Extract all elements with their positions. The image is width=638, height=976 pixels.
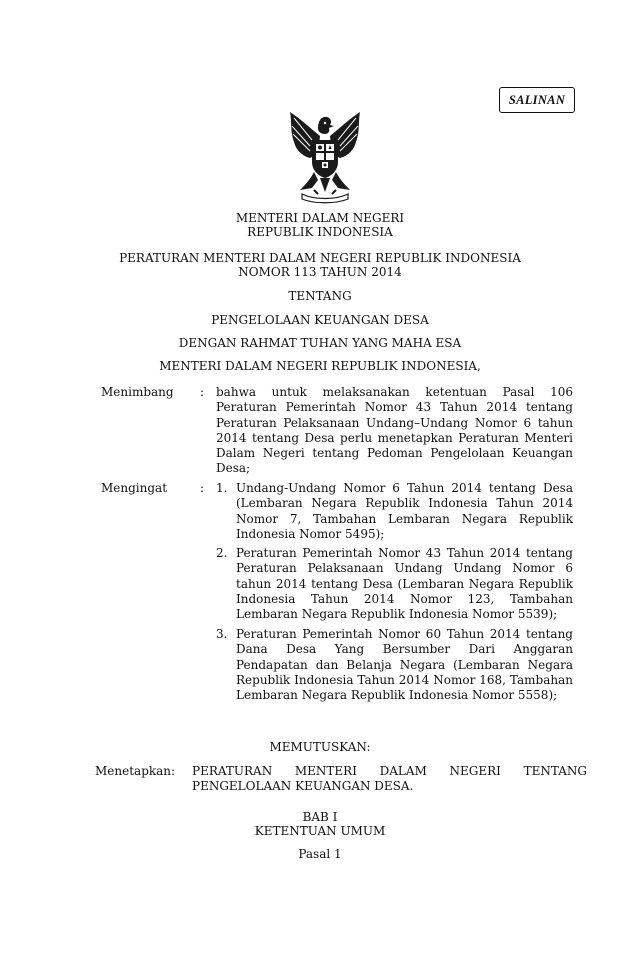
menetapkan-label: Menetapkan: (95, 764, 176, 778)
title-line-2: NOMOR 113 TAHUN 2014 (238, 265, 402, 279)
mengingat-item-number: 2. (216, 546, 228, 560)
mengingat-item-number: 3. (216, 627, 228, 641)
mengingat-label: Mengingat (101, 481, 168, 495)
bab-number: BAB I (302, 810, 338, 824)
header-line-1: MENTERI DALAM NEGERI (235, 211, 405, 225)
menteri-line: MENTERI DALAM NEGERI REPUBLIK INDONESIA, (159, 359, 481, 373)
menetapkan-word: DALAM (379, 764, 427, 778)
memutuskan-heading: MEMUTUSKAN: (269, 740, 371, 754)
garuda-emblem-icon (282, 106, 368, 204)
mengingat-item-text: Undang-Undang Nomor 6 Tahun 2014 tentang Desa (Lembaran Negara Republik Indonesia Tahun 2014 Nomor 7, Tambahan Lembaran Negara Republik Indonesia Nomor 5495); (236, 481, 573, 541)
pasal-heading: Pasal 1 (298, 847, 342, 861)
menetapkan-line-2: PENGELOLAAN KEUANGAN DESA. (192, 779, 414, 793)
menetapkan-line-1 (192, 764, 587, 779)
mengingat-item-text: Peraturan Pemerintah Nomor 60 Tahun 2014 tentang Dana Desa Yang Bersumber Dari Anggaran Pendapatan dan Belanja Negara (Lembaran Negara Republik Indonesia Tahun 2014 Nomor 168, Tambahan Lembaran Negara Republik Indonesia Nomor 5558); (236, 627, 573, 703)
bab-title: KETENTUAN UMUM (254, 824, 386, 838)
mengingat-item-number: 1. (216, 481, 228, 495)
menimbang-colon: : (200, 385, 205, 399)
menetapkan-word: MENTERI (294, 764, 357, 778)
rahmat-line: DENGAN RAHMAT TUHAN YANG MAHA ESA (178, 336, 462, 350)
menetapkan-word: NEGERI (449, 764, 501, 778)
tentang-heading: TENTANG (288, 289, 352, 303)
menimbang-text: bahwa untuk melaksanakan ketentuan Pasal 106 Peraturan Pemerintah Nomor 43 Tahun 2014 tentang Peraturan Pelaksanaan Undang–Undang Nomor 6 tahun 2014 tentang Desa perlu menetapkan Peraturan Menteri Dalam Negeri tentang Pedoman Pengelolaan Keuangan Desa; (216, 385, 573, 476)
mengingat-colon: : (200, 481, 205, 495)
salinan-stamp: SALINAN (499, 87, 575, 113)
menimbang-label: Menimbang (101, 385, 174, 399)
mengingat-item-text: Peraturan Pemerintah Nomor 43 Tahun 2014 tentang Peraturan Pelaksanaan Undang Undang Nomor 6 tahun 2014 tentang Desa (Lembaran Negara Republik Indonesia Tahun 2014 Nomor 123, Tambahan Lembaran Negara Republik Indonesia Nomor 5539); (236, 546, 573, 622)
header-line-2: REPUBLIK INDONESIA (247, 225, 393, 239)
menetapkan-word: TENTANG (523, 764, 587, 778)
subject-heading: PENGELOLAAN KEUANGAN DESA (211, 313, 429, 327)
title-line-1: PERATURAN MENTERI DALAM NEGERI REPUBLIK INDONESIA (119, 251, 521, 265)
menetapkan-word: PERATURAN (192, 764, 273, 778)
